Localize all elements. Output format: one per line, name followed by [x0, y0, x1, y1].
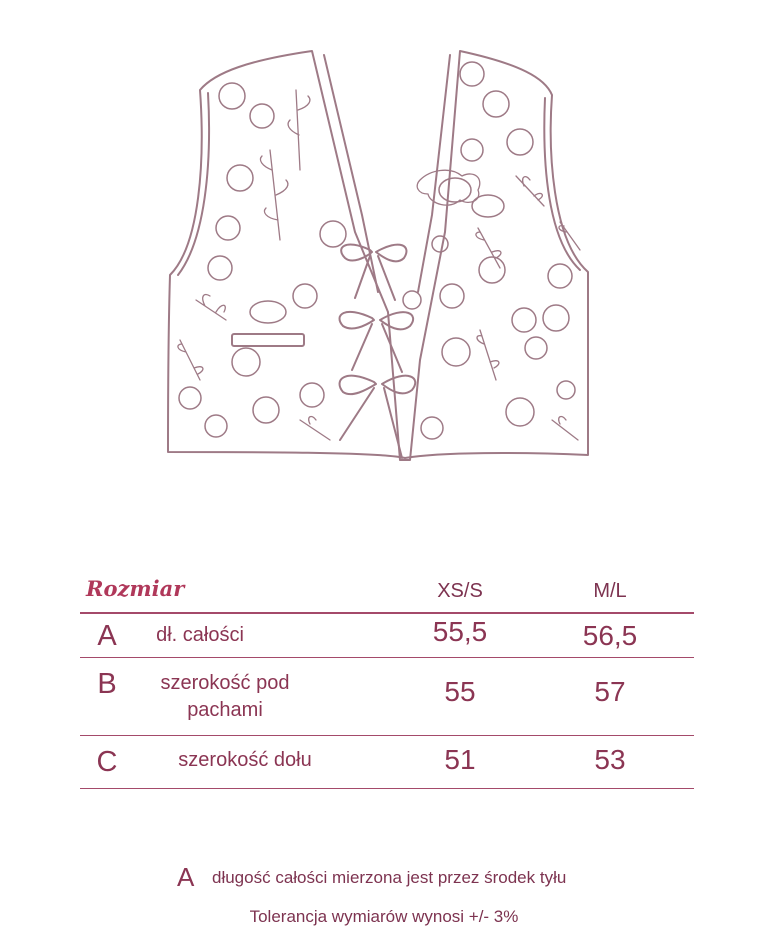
row-a-letter: A [97, 620, 117, 652]
column-header-xs-s: XS/S [437, 580, 483, 602]
row-b-letter: B [97, 668, 117, 700]
column-header-m-l: M/L [593, 580, 627, 602]
pocket [232, 334, 304, 346]
tie-bows [340, 245, 416, 458]
row-a-xs-s-value: 55,5 [432, 616, 488, 647]
note-letter: A [177, 862, 195, 892]
right-armhole-binding [544, 98, 580, 270]
row-c-xs-s-value: 51 [444, 744, 476, 775]
left-armhole-binding [178, 93, 209, 275]
row-divider [80, 788, 694, 789]
row-a-m-l-value: 56,5 [582, 620, 638, 651]
row-divider [80, 657, 694, 658]
row-b-m-l-value: 57 [594, 676, 626, 707]
table-title: Rozmiar [86, 576, 185, 601]
row-b-label: szerokość pod pachami [160, 672, 290, 721]
row-c-letter: C [96, 746, 118, 778]
header-divider [80, 612, 694, 614]
right-neck-binding [418, 55, 450, 292]
row-divider [80, 735, 694, 736]
leaf-pattern [178, 90, 580, 440]
row-b-xs-s-value: 55 [444, 676, 476, 707]
row-a-label: dł. całości [156, 624, 244, 646]
tolerance-note: Tolerancja wymiarów wynosi +/- 3% [249, 907, 519, 926]
row-c-m-l-value: 53 [594, 744, 626, 775]
note-text: długość całości mierzona jest przez środek tyłu [212, 868, 567, 887]
row-c-label: szerokość dołu [178, 749, 312, 771]
